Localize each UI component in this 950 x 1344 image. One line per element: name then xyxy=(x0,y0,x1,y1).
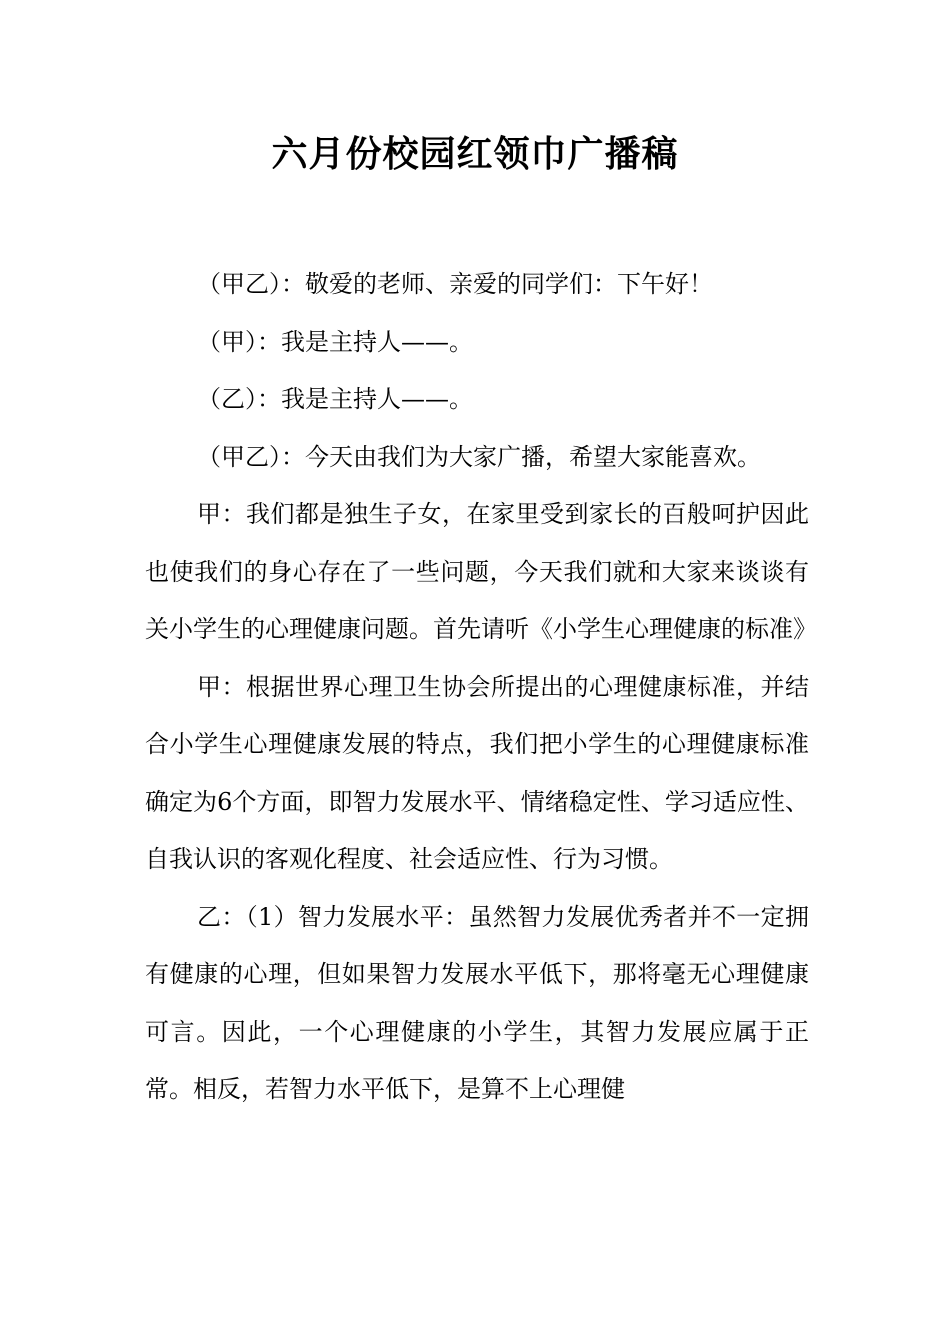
paragraph: （甲乙）：敬爱的老师、亲爱的同学们：下午好！ xyxy=(197,270,713,298)
paragraph: 甲：根据世界心理卫生协会所提出的心理健康标准，并结合小学生心理健康发展的特点，我们把小学生的心理健康标准确定为6个方面，即智力发展水平、情绪稳定性、学习适应性、自我认识的客观化程度、社会适应性、行为习惯。 xyxy=(145,672,809,873)
paragraph: 甲：我们都是独生子女，在家里受到家长的百般呵护因此也使我们的身心存在了一些问题，今天我们就和大家来谈谈有关小学生的心理健康问题。首先请听《小学生心理健康的标准》 xyxy=(145,500,817,643)
paragraph: 乙：（1）智力发展水平：虽然智力发展优秀者并不一定拥有健康的心理，但如果智力发展水平低下，那将毫无心理健康可言。因此，一个心理健康的小学生，其智力发展应属于正常。相反，若智力水平低下，是算不上心理健 xyxy=(145,902,809,1103)
paragraph: （甲）：我是主持人——。 xyxy=(197,327,473,356)
document-body xyxy=(145,256,817,1119)
document-title: 六月份校园红领巾广播稿 xyxy=(271,133,679,175)
paragraph: （甲乙）：今天由我们为大家广播，希望大家能喜欢。 xyxy=(197,442,761,471)
paragraph: （乙）：我是主持人——。 xyxy=(197,385,473,413)
